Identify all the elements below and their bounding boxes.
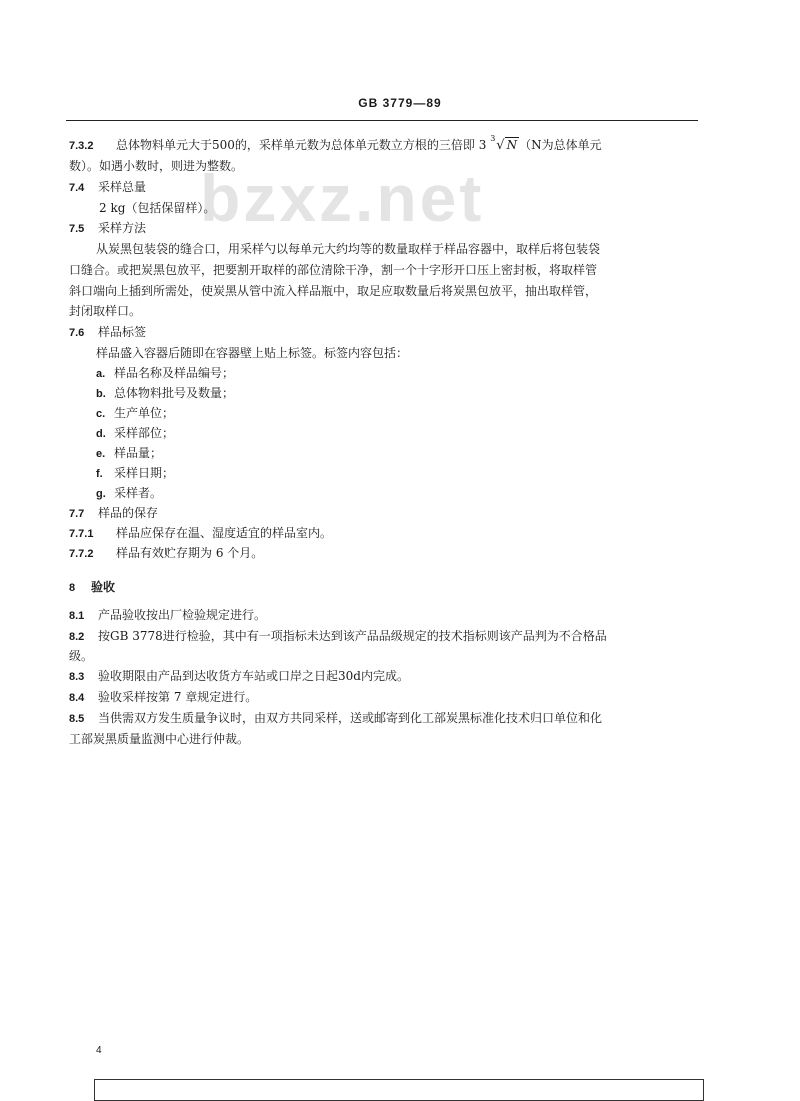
list-marker: e. bbox=[96, 448, 106, 460]
clause-text: 样品应保存在温、湿度适宜的样品室内。 bbox=[116, 526, 333, 540]
chapter-number: 8 bbox=[69, 582, 76, 594]
list-item bbox=[96, 404, 174, 424]
clause-number: 8.2 bbox=[69, 631, 85, 643]
watermark-logo: bzxz.net bbox=[200, 161, 485, 235]
section-7-5-heading bbox=[69, 219, 146, 239]
clause-8-5-cont: 工部炭黑质量监测中心进行仲裁。 bbox=[69, 732, 250, 746]
clause-8-2 bbox=[69, 627, 607, 647]
section-title: 采样总量 bbox=[98, 180, 147, 194]
clause-number: 7.3.2 bbox=[69, 140, 94, 152]
section-7-6-heading bbox=[69, 323, 146, 343]
list-marker: f. bbox=[96, 468, 103, 480]
paragraph-line: 样品盛入容器后随即在容器壁上贴上标签。标签内容包括： bbox=[96, 346, 409, 360]
clause-number: 8.1 bbox=[69, 610, 85, 622]
list-item bbox=[96, 464, 174, 484]
page-header: GB 3779—89 bbox=[358, 96, 442, 110]
list-item bbox=[96, 424, 174, 444]
clause-number: 7.7.1 bbox=[69, 528, 94, 540]
clause-8-3 bbox=[69, 667, 409, 687]
clause-text: 验收采样按第 7 章规定进行。 bbox=[98, 690, 258, 704]
clause-7-7-2 bbox=[69, 544, 263, 564]
clause-number: 7.7.2 bbox=[69, 548, 94, 560]
list-marker: a. bbox=[96, 368, 106, 380]
chapter-title: 验收 bbox=[91, 580, 116, 594]
root-variable: N bbox=[506, 138, 518, 152]
list-marker: b. bbox=[96, 388, 106, 400]
list-item bbox=[96, 364, 234, 384]
clause-8-2-cont: 级。 bbox=[69, 649, 94, 663]
section-title: 样品的保存 bbox=[98, 506, 159, 520]
list-item bbox=[96, 484, 162, 504]
clause-text: 产品验收按出厂检验规定进行。 bbox=[98, 608, 267, 622]
section-7-7-heading bbox=[69, 504, 158, 524]
section-title: 样品标签 bbox=[98, 325, 147, 339]
section-number: 7.4 bbox=[69, 182, 85, 194]
clause-7-3-2 bbox=[69, 136, 602, 156]
footer-box bbox=[94, 1079, 704, 1101]
clause-text: 验收期限由产品到达收货方车站或口岸之日起30d内完成。 bbox=[98, 669, 409, 683]
clause-7-7-1 bbox=[69, 524, 332, 544]
clause-number: 8.5 bbox=[69, 713, 85, 725]
clause-text: 按GB 3778进行检验，其中有一项指标未达到该产品品级规定的技术指标则该产品判为不合格品 bbox=[98, 629, 607, 643]
list-item-text: 采样部位； bbox=[114, 426, 175, 440]
chapter-8-heading bbox=[69, 578, 115, 598]
section-number: 7.5 bbox=[69, 223, 85, 235]
paragraph-line: 封闭取样口。 bbox=[69, 304, 142, 318]
list-marker: d. bbox=[96, 428, 106, 440]
list-item-text: 样品名称及样品编号； bbox=[114, 366, 235, 380]
clause-8-4 bbox=[69, 688, 257, 708]
clause-7-3-2-cont: 数）。如遇小数时，则进为整数。 bbox=[69, 159, 244, 173]
section-number: 7.7 bbox=[69, 508, 85, 520]
list-item bbox=[96, 444, 162, 464]
paragraph-line: 从炭黑包装袋的缝合口，用采样勺以每单元大约均等的数量取样于样品容器中，取样后将包装袋 bbox=[96, 242, 601, 256]
section-title: 采样方法 bbox=[98, 221, 147, 235]
list-item-text: 样品量； bbox=[114, 446, 163, 460]
clause-8-5 bbox=[69, 709, 602, 729]
section-7-4-heading bbox=[69, 178, 146, 198]
clause-number: 8.3 bbox=[69, 671, 85, 683]
clause-text: 总体物料单元大于500的，采样单元数为总体单元数立方根的三倍即 3 bbox=[116, 138, 487, 152]
list-marker: g. bbox=[96, 488, 106, 500]
list-item-text: 生产单位； bbox=[114, 406, 175, 420]
clause-text-cont: （N为总体单元 bbox=[519, 138, 602, 152]
list-item-text: 采样者。 bbox=[114, 486, 163, 500]
page-number: 4 bbox=[96, 1045, 102, 1056]
list-item-text: 总体物料批号及数量； bbox=[114, 386, 235, 400]
paragraph-line: 斜口端向上插到所需处，使炭黑从管中流入样品瓶中，取足应取数量后将炭黑包放平，抽出取样管， bbox=[69, 284, 598, 298]
clause-number: 8.4 bbox=[69, 692, 85, 704]
clause-text: 样品有效贮存期为 6 个月。 bbox=[116, 546, 264, 560]
section-7-4-body: 2 kg（包括保留样）。 bbox=[99, 201, 216, 215]
radical-sign: √ bbox=[496, 138, 505, 153]
root-index: 3 bbox=[490, 134, 496, 143]
header-rule bbox=[66, 120, 698, 121]
section-number: 7.6 bbox=[69, 327, 85, 339]
clause-text: 当供需双方发生质量争议时，由双方共同采样，送或邮寄到化工部炭黑标准化技术归口单位和化 bbox=[98, 711, 603, 725]
paragraph-line: 口缝合。或把炭黑包放平，把要割开取样的部位清除干净，割一个十字形开口压上密封板，将取样管 bbox=[69, 263, 598, 277]
clause-8-1 bbox=[69, 606, 266, 626]
list-marker: c. bbox=[96, 408, 106, 420]
cube-root-formula bbox=[490, 136, 519, 156]
list-item-text: 采样日期； bbox=[114, 466, 175, 480]
list-item bbox=[96, 384, 234, 404]
